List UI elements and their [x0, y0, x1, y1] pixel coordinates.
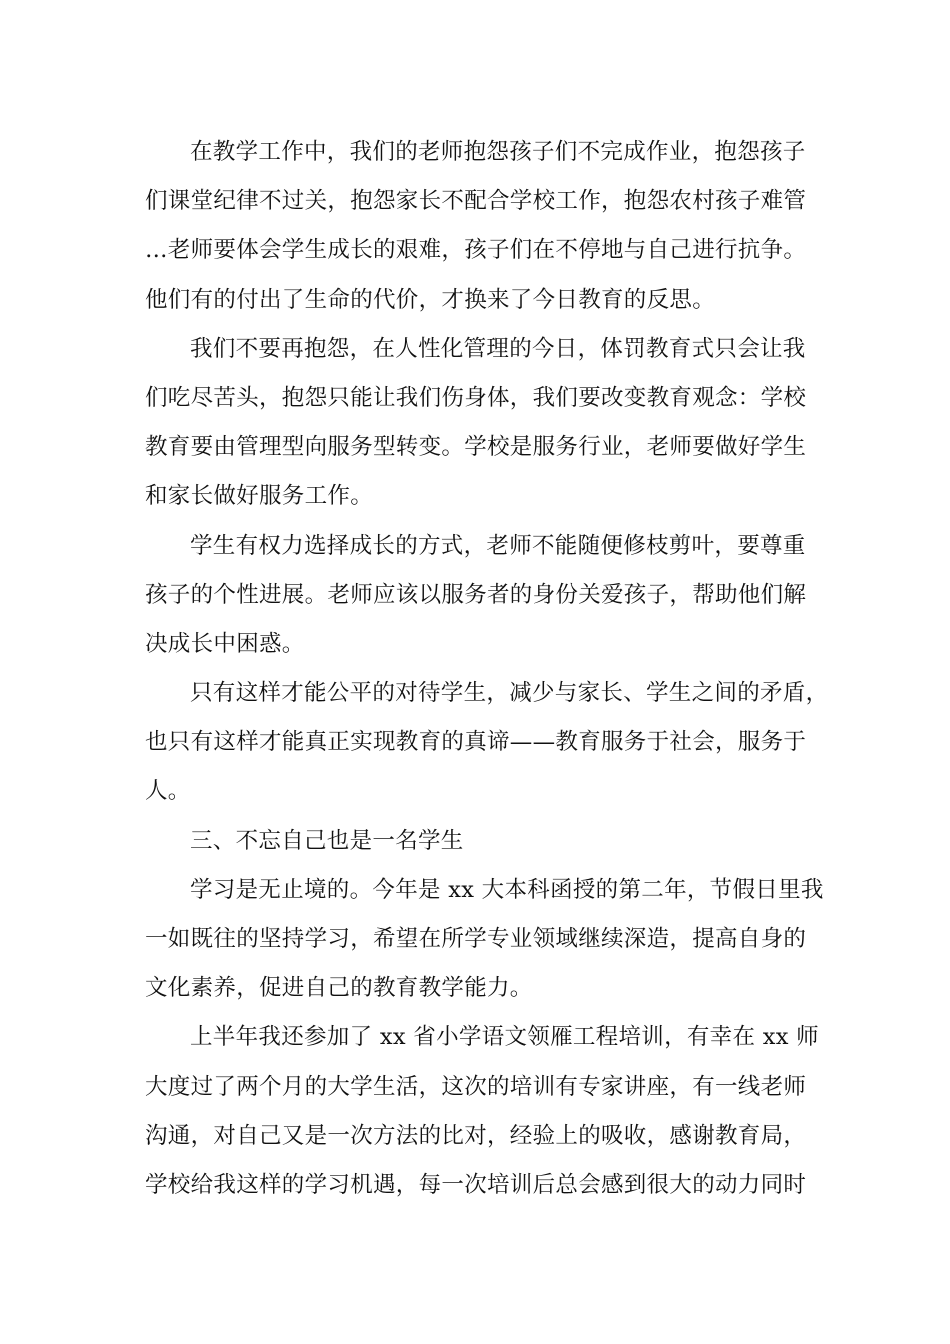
body-text: [145, 128, 829, 1210]
text-line: 孩子的个性进展。老师应该以服务者的身份关爱孩子，帮助他们解: [145, 581, 807, 608]
text-line: 一如既往的坚持学习，希望在所学专业领域继续深造，提高自身的: [145, 926, 807, 952]
text-line: 也只有这样才能真正实现教育的真谛——教育服务于社会，服务于: [145, 729, 807, 756]
text-line: 只有这样才能公平的对待学生，减少与家长、学生之间的矛盾，: [190, 680, 829, 707]
text-line: 教育要由管理型向服务型转变。学校是服务行业，老师要做好学生: [145, 434, 807, 461]
text-line: 在教学工作中，我们的老师抱怨孩子们不完成作业，抱怨孩子: [190, 139, 806, 165]
text-line: 他们有的付出了生命的代价，才换来了今日教育的反思。: [145, 286, 716, 313]
text-line: 和家长做好服务工作。: [145, 483, 374, 510]
text-line: 上半年我还参加了 xx 省小学语文领雁工程培训，有幸在 xx 师: [190, 1024, 819, 1051]
text-line: 文化素养，促进自己的教育教学能力。: [145, 975, 533, 1002]
text-line: 人。: [145, 778, 191, 805]
text-line: 我们不要再抱怨，在人性化管理的今日，体罚教育式只会让我: [190, 335, 806, 362]
text-line: 们课堂纪律不过关，抱怨家长不配合学校工作，抱怨农村孩子难管: [145, 188, 807, 215]
text-line: 学习是无止境的。今年是 xx 大本科函授的第二年，节假日里我: [190, 876, 824, 903]
text-line: 决成长中困惑。: [145, 630, 305, 657]
text-line: 们吃尽苦头，抱怨只能让我们伤身体，我们要改变教育观念：学校: [145, 384, 807, 411]
text-line: …老师要体会学生成长的艰难，孩子们在不停地与自己进行抗争。: [145, 237, 807, 264]
text-line: 学生有权力选择成长的方式，老师不能随便修枝剪叶，要尊重: [190, 532, 806, 559]
text-line: 沟通，对自己又是一次方法的比对，经验上的吸收，感谢教育局，: [145, 1122, 807, 1149]
section-heading: 三、不忘自己也是一名学生: [190, 827, 464, 854]
text-line: 学校给我这样的学习机遇，每一次培训后总会感到很大的动力同时: [145, 1171, 807, 1198]
text-line: 大度过了两个月的大学生活，这次的培训有专家讲座，有一线老师: [145, 1073, 807, 1100]
